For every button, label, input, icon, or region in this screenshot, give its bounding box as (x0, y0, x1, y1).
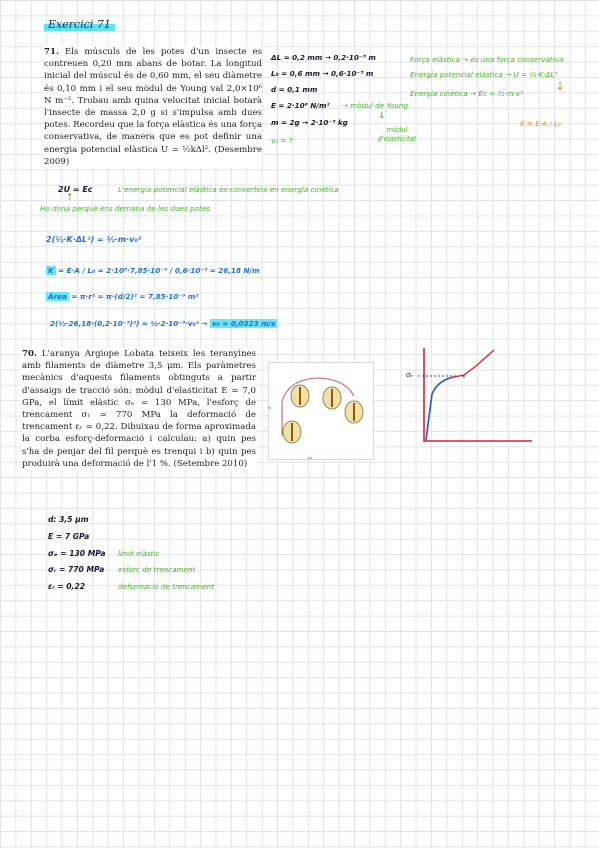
problem-71-text: Els músculs de les potes d'un insecte es contreuen 0,20 mm abans de botar. La longitud inicial del múscul és de 0,60 mm, el seu diàmetre és 0,10 mm i el seu mòdul de Young val 2,0×10⁶ N m⁻². Trobau amb quina velocitat inicial botarà l'insecte de massa 2,0 g si s'impulsa amb dues potes. Recordeu que la força elàstica és una força conservativa, de manera que es pot definir una energia potencial elàstica U = ½kΔl². (Desembre 2009) (44, 47, 262, 167)
eq-energy-balance: 2(½·K·ΔL²) = ½·m·v₀² (46, 235, 142, 244)
problem-70-number: 70. (22, 349, 37, 359)
problem-71-number: 71. (44, 47, 59, 57)
result-v0: v₀ = 0,0323 m/s (211, 319, 276, 328)
spider-web-sketch (268, 362, 374, 460)
note-energia-converteix: L'energia potencial elàstica es converteix en energia cinètica (118, 185, 339, 194)
stress-strain-graph (404, 344, 534, 444)
stress-strain-curve (426, 350, 494, 440)
area-calc: = π·r² = π·(d/2)² = 7,85·10⁻⁹ m² (71, 292, 199, 301)
note-modul-elasticitat: mòdul d'elasticitat (377, 126, 417, 143)
note-limit-elastic: límit elàstic (118, 549, 160, 558)
data-71-v0: v₀ = ? (271, 136, 293, 145)
k-label: K (48, 266, 54, 275)
eq-final: 2(½·26,18·(0,2·10⁻³)²) = ½·2·10⁻³·v₀² → (50, 319, 208, 328)
arrow-down-icon: ↓ (555, 79, 566, 93)
note-energia-cinetica: Energia cinètica → Ec = ½·m·v² (410, 89, 524, 98)
arrow-down-icon: ↓ (378, 111, 386, 121)
note-energia-potencial: Energia potencial elàstica → U = ½·K·ΔL² (410, 70, 558, 79)
k-row (46, 267, 260, 274)
note-dues-potes: Ho dona perquè ens demana de les dues potes (40, 204, 210, 213)
arrow-up-icon: ↑ (66, 193, 74, 203)
problem-70-statement (22, 348, 256, 470)
k-calc: = E·A / L₀ = 2·10⁶·7,85·10⁻⁹ / 0,6·10⁻³ = 26,18 N/m (58, 266, 260, 275)
problem-70-text: L'aranya Argiope Lobata teixeix les teranyines amb filaments de diàmetre 3,5 μm. Els paràmetres mecànics d'aquests filaments obtinguts a partir d'assaigs de tracció són: mòdul d'elasticitat E = 7,0 GPa, el límit elàstic σₑ = 130 MPa, l'esforç de trencament σᵣ = 770 MPa la deformació de trencament εᵣ = 0,22. Dibuixau de forma aproximada la corba esforç-deformació i calculau: a) quin pes s'ha de penjar del fil perquè es trenqui i b) quin pes produirà una deformació de l'1 %. (Setembre 2010) (22, 349, 256, 469)
data-70-sigma-e: σₑ = 130 MPa (48, 549, 106, 558)
data-70-sigma-r: σᵣ = 770 MPa (48, 565, 105, 574)
data-71-dl: ΔL = 0,2 mm → 0,2·10⁻³ m (271, 53, 376, 62)
data-71-d: d = 0,1 mm (271, 85, 318, 94)
problem-71-statement (44, 46, 262, 168)
note-forca-elastica: Força elàstica → és una força conservativa (410, 55, 564, 64)
data-71-e: E = 2·10⁶ N/m² (271, 101, 330, 110)
area-label: Àrea (48, 292, 67, 301)
data-70-eps-r: εᵣ = 0,22 (48, 582, 86, 591)
note-esforc-trencament: esforç de trencament (118, 565, 196, 574)
elastic-region (426, 378, 450, 440)
data-71-l0: L₀ = 0,6 mm → 0,6·10⁻³ m (271, 69, 374, 78)
graph-y-label: σₑ (406, 371, 413, 379)
note-k-formula: K = E·A / L₀ (520, 119, 561, 128)
data-70-e: E = 7 GPa (48, 532, 90, 541)
data-71-m: m = 2g → 2·10⁻³ kg (271, 118, 348, 127)
note-modul-young: → mòdul de Young (342, 101, 409, 110)
note-deformacio-trencament: deformació de trencament (118, 582, 215, 591)
eq-final-row (50, 320, 277, 327)
page-title: Exercici 71 (44, 18, 115, 31)
data-70-d: d: 3,5 μm (48, 515, 89, 524)
area-row (46, 293, 199, 300)
eq-2u-ec: 2U = Ec (58, 185, 93, 194)
